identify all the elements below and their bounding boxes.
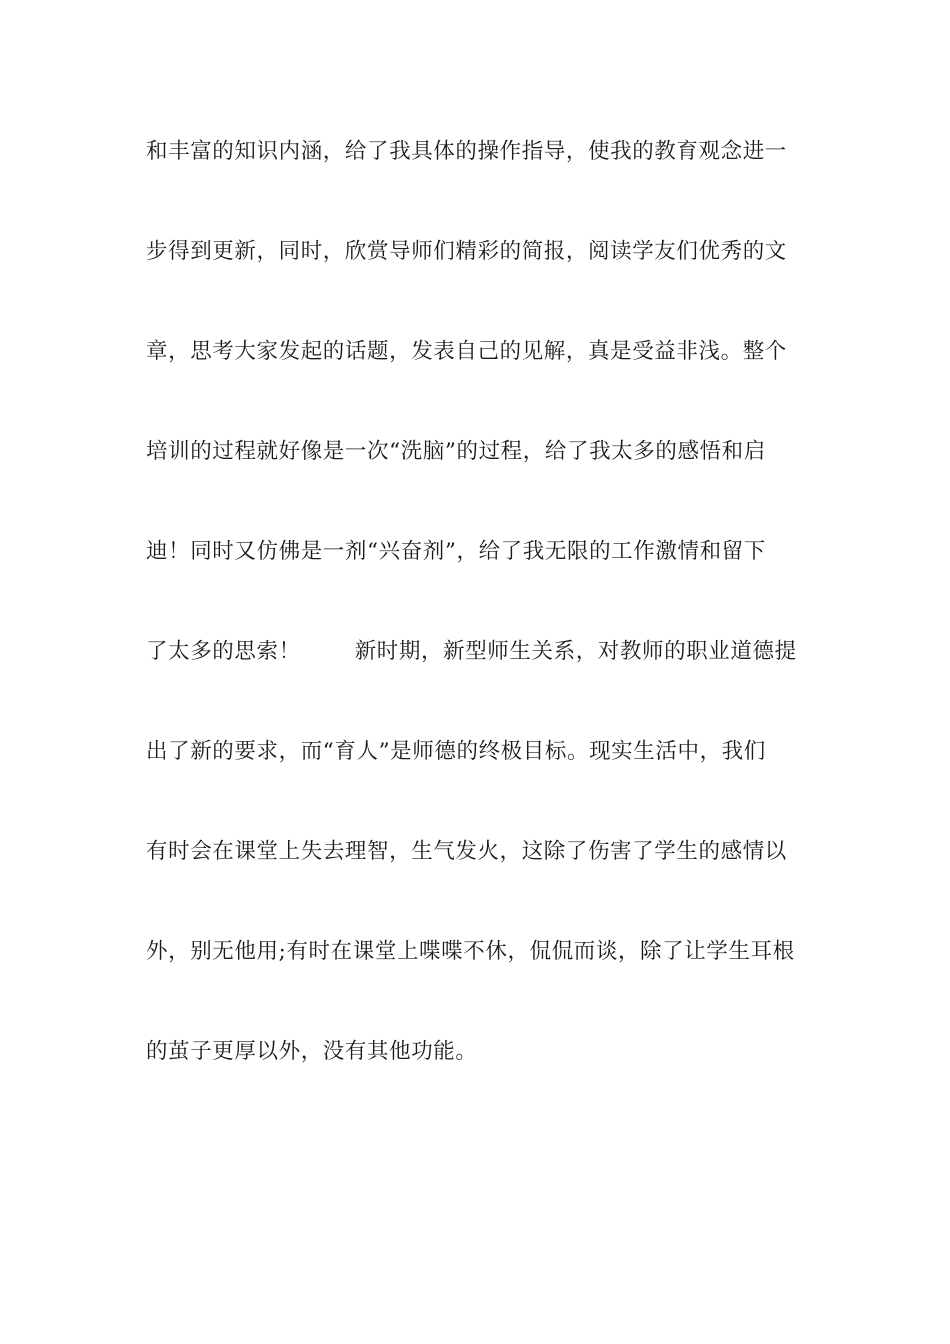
paragraph-end-text: 了太多的思索！ — [146, 639, 301, 664]
text-line: 和丰富的知识内涵，给了我具体的操作指导，使我的教育观念进一 — [146, 139, 787, 164]
text-line: 章，思考大家发起的话题，发表自己的见解，真是受益非浅。整个 — [146, 339, 787, 364]
body-text — [146, 128, 826, 1128]
text-line: 迪！同时又仿佛是一剂“兴奋剂”，给了我无限的工作激情和留下 — [146, 539, 766, 564]
text-line: 培训的过程就好像是一次“洗脑”的过程，给了我太多的感悟和启 — [146, 439, 766, 464]
paragraph-start-text: 新时期，新型师生关系，对教师的职业道德提 — [354, 639, 797, 664]
text-line: 外，别无他用;有时在课堂上喋喋不休，侃侃而谈，除了让学生耳根 — [146, 939, 795, 964]
text-line-paragraph-break — [146, 628, 826, 728]
text-line: 步得到更新，同时，欣赏导师们精彩的简报，阅读学友们优秀的文 — [146, 239, 787, 264]
text-line: 有时会在课堂上失去理智，生气发火，这除了伤害了学生的感情以 — [146, 839, 787, 864]
text-line: 的茧子更厚以外，没有其他功能。 — [146, 1039, 478, 1064]
text-line: 出了新的要求，而“育人”是师德的终极目标。现实生活中，我们 — [146, 739, 766, 764]
